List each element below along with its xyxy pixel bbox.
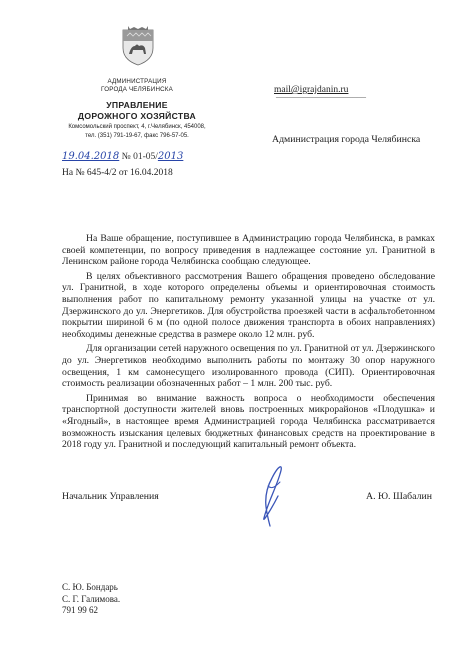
body-paragraph: Для организации сетей наружного освещения по ул. Гранитной от ул. Дзержинского до ул. Энергетиков необходимо выполнить работы по монтажу 30 опор наружного освещения, 1 км самонесущего изолированного провода (СИП). Ориентировочная стоимость реализации обозначенных работ – 1 млн. 200 тыс. руб.: [62, 343, 435, 390]
executor-phone: 791 99 62: [62, 605, 98, 616]
addressee: Администрация города Челябинска: [272, 134, 421, 145]
registration-line: [62, 151, 183, 162]
department-title: УПРАВЛЕНИЕ ДОРОЖНОГО ХОЗЯЙСТВА: [77, 100, 197, 121]
body-paragraph: В целях объективного рассмотрения Вашего обращения проведено обследование ул. Гранитной, в ходе которого определены объемы и ориентировочная стоимость выполнения работ по капитальному ремонту указанной улицы на участке от ул. Дзержинского до ул. Энергетиков. Для обустройства проезжей части в асфальтобетонном покрытии шириной 6 м (по одной полосе движения транспорта в обоих направлениях) необходимы денежные средства в размере около 12 млн. руб.: [62, 270, 435, 340]
handwritten-signature: [250, 456, 290, 528]
reference-line: На № 645-4/2 от 16.04.2018: [62, 168, 173, 178]
registration-number: 2013: [157, 151, 184, 162]
department-address: Комсомольский проспект, 4, г.Челябинск, 454008, тел. (351) 791-19-67, факс 796-57-05.: [68, 124, 206, 139]
cut-off-line: ––––––––––––––––––––: [276, 92, 366, 102]
admin-title: АДМИНИСТРАЦИЯ ГОРОДА ЧЕЛЯБИНСКА: [101, 78, 173, 93]
coat-of-arms-logo: [120, 24, 156, 66]
executor-line: С. Г. Галимова.: [62, 593, 121, 604]
letter-body: [62, 233, 435, 454]
registration-date: 19.04.2018: [62, 151, 120, 162]
registration-number-prefix: № 01-05/: [121, 152, 158, 162]
executor-block: [62, 582, 120, 617]
signatory-name: А. Ю. Шабалин: [366, 491, 432, 502]
signatory-position: Начальник Управления: [62, 491, 159, 502]
body-paragraph: Принимая во внимание важность вопроса о необходимости обеспечения транспортной доступности жителей вновь построенных микрорайонов «Плодушка» и «Ягодный», в настоящее время Администрацией города Челябинска рассматривается возможность изыскания целевых бюджетных финансовых средств на проектирование в 2018 году ул. Гранитной и последующий капитальный ремонт объекта.: [62, 392, 435, 451]
recipient-email: mail@igrajdanin.ru: [274, 85, 349, 95]
executor-line: С. Ю. Бондарь: [62, 582, 118, 592]
body-paragraph: На Ваше обращение, поступившее в Администрацию города Челябинска, в рамках своей компетенции, по вопросу приведения в надлежащее состояние ул. Гранитной в Ленинском районе города Челябинска сообщаю следующее.: [62, 233, 435, 268]
